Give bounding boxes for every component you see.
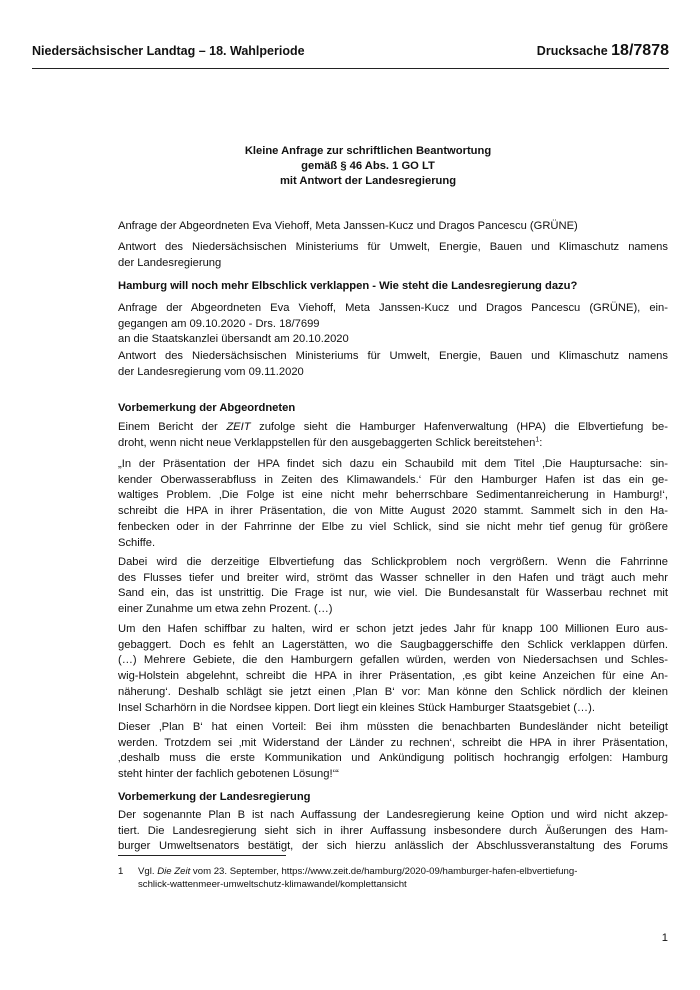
- title-line-2: gemäß § 46 Abs. 1 GO LT: [301, 160, 435, 172]
- subject-heading: Hamburg will noch mehr Elbschlick verklappen - Wie steht die Landesregierung dazu?: [118, 280, 578, 292]
- quote-paragraph-1: „In der Präsentation der HPA findet sich dazu ein Schaubild mit dem Titel ‚Die Hauptursache: sin- kender Oberwasserabfluss in Zeiten des Klimawandels.‘ Für den Hamburger Hafen ist das ein ge- waltiges Problem. ‚Die Folge ist eine nicht mehr beherrschbare Sedimentanreicherung in Hamburg!‘, schreibt die HPA in ihrer Präsentation, die von Mitte August 2020 stammt. Sammelt sich in den Ha- fenbecken oder in der Fahrrinne der Elbe zu viel Schlick, sind sie nicht mehr tief genug für größere Schiffe.: [118, 458, 668, 549]
- vorbemerkung-landesregierung-text: Der sogenannte Plan B ist nach Auffassung der Landesregierung keine Option und wird nicht akzep- tiert. Die Landesregierung sieht sich in ihrer Auffassung insbesondere durch Äußerungen des Ham- burger Umweltsenators bestätigt, der sich hierzu anlässlich der Abschlussveranstaltung des Forums: [118, 809, 668, 853]
- intro-antwort: Antwort des Niedersächsischen Ministeriums für Umwelt, Energie, Bauen und Klimaschutz namens der Landesregierung: [118, 241, 668, 269]
- header-rule: [32, 68, 669, 69]
- quote-paragraph-4: Dieser ‚Plan B‘ hat einen Vorteil: Bei ihm müssten die benachbarten Bundesländer nicht beteiligt werden. Trotzdem sei ‚mit Widerstand der Länder zu rechnen‘, schreibt die HPA in ihrer Präsentation, ‚deshalb muss die erste Kommunikation und Ankündigung politisch hochrangig erfolgen: Hamburg steht hinter der fachlich gebotenen Lösung!‘“: [118, 721, 668, 781]
- drucksache-header: [537, 42, 669, 60]
- parliament-header: Niedersächsischer Landtag – 18. Wahlperiode: [32, 44, 305, 58]
- vorbemerkung-paragraph: Einem Bericht der ZEIT zufolge sieht die Hamburger Hafenverwaltung (HPA) die Elbvertiefung be- droht, wenn nicht neue Verklappstellen für den ausgebaggerten Schlick bereitstehen$^1$:: [118, 421, 668, 449]
- quote-paragraph-2: Dabei wird die derzeitige Elbvertiefung das Schlickproblem noch vergrößern. Wenn die Fahrrinne des Flusses tiefer und breiter wird, strömt das Wasser schneller in den Hafen und trägt auch mehr Sand ein, das ist unstrittig. Die Frage ist nur, wie viel. Die Bundesanstalt für Wasserbau rechnet mit einer Zunahme um etwa zehn Prozent. (…): [118, 556, 668, 616]
- page-number: 1: [661, 932, 668, 944]
- title-line-1: Kleine Anfrage zur schriftlichen Beantwortung: [244, 145, 492, 157]
- title-line-3: mit Antwort der Landesregierung: [279, 175, 457, 187]
- vorbemerkung-abgeordnete-heading: Vorbemerkung der Abgeordneten: [118, 402, 296, 414]
- vorbemerkung-landesregierung-heading: Vorbemerkung der Landesregierung: [118, 791, 311, 803]
- footnote-number: 1: [118, 866, 124, 877]
- footnote-text: Vgl. Die Zeit vom 23. September, https://www.zeit.de/hamburg/2020-09/hamburger-hafen-elbvertiefung- schlick-wattenmeer-umweltschutz-klimawandel/komplettansicht: [138, 866, 578, 890]
- drucksache-number: 18/7878: [611, 42, 669, 59]
- drucksache-label: Drucksache: [536, 44, 608, 58]
- footnote-ref: 1: [535, 435, 540, 443]
- document-title: [118, 144, 618, 189]
- antwort-details: Antwort des Niedersächsischen Ministeriums für Umwelt, Energie, Bauen und Klimaschutz namens der Landesregierung vom 09.11.2020: [118, 350, 668, 378]
- intro-anfrage: Anfrage der Abgeordneten Eva Viehoff, Meta Janssen-Kucz und Dragos Pancescu (GRÜNE): [118, 220, 578, 232]
- anfrage-details: Anfrage der Abgeordneten Eva Viehoff, Meta Janssen-Kucz und Dragos Pancescu (GRÜNE), ein- gegangen am 09.10.2020 - Drs. 18/7699 an die Staatskanzlei übersandt am 20.10.2020: [118, 302, 668, 346]
- quote-paragraph-3: Um den Hafen schiffbar zu halten, wird er schon jetzt jedes Jahr für knapp 100 Millionen Euro aus- gebaggert. Doch es fehlt an Lagerstätten, wo die Saugbaggerschiffe den Schlick verklappen dürfen. (…) Mehrere Gebiete, die den Hamburgern gefallen würden, werden von Niedersachsen und Schles- wig-Holstein abgelehnt, schreibt die HPA in ihrer Präsentation, ‚es gibt keine Anzeichen für eine An- näherung‘. Deshalb schlägt sie jetzt einen ‚Plan B‘ vor: Man könne den Schlick nördlich der kleinen Insel Scharhörn in die Nordsee kippen. Dort liegt ein kleines Stück Hamburger Staatsgebiet (…).: [118, 623, 668, 714]
- footnote-rule: [118, 855, 286, 856]
